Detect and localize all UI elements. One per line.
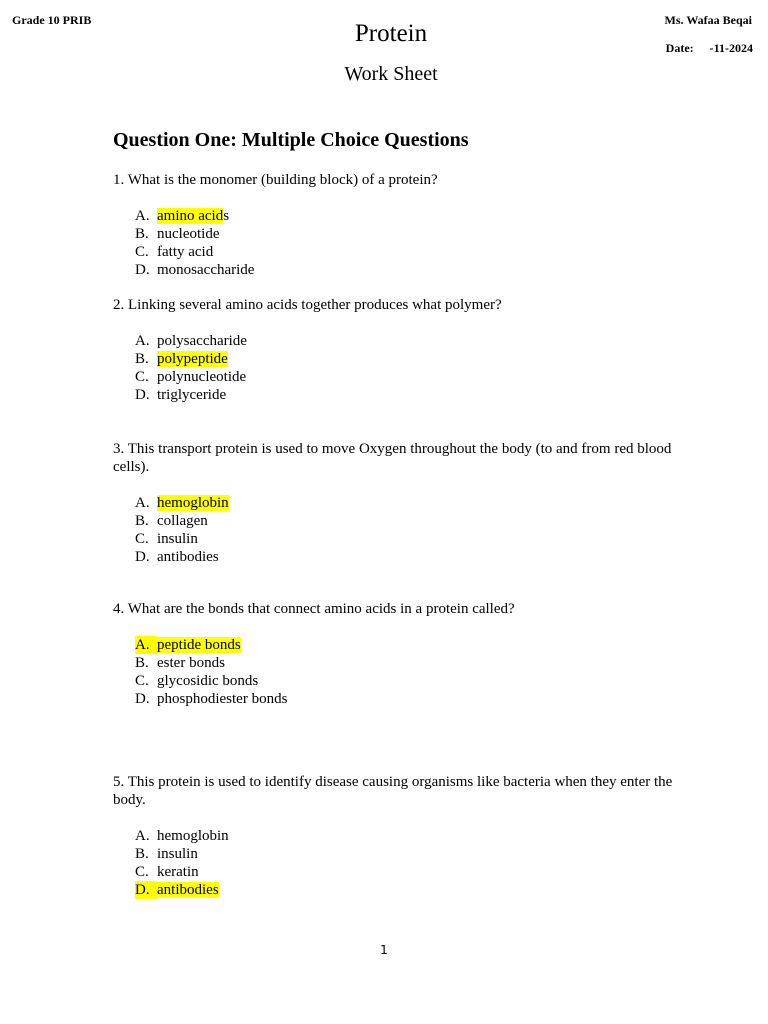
page-number: 1 — [380, 943, 388, 957]
option-letter: C. — [135, 244, 149, 260]
option-letter: D. — [135, 262, 150, 278]
option-b[interactable] — [113, 654, 673, 672]
question-2 — [113, 296, 673, 404]
option-text: antibodies — [157, 882, 219, 898]
option-letter: B. — [135, 351, 149, 367]
section-title: Question One: Multiple Choice Questions — [113, 129, 469, 151]
option-text: monosaccharide — [157, 262, 255, 278]
option-text: ester bonds — [157, 655, 225, 671]
option-list — [113, 207, 673, 279]
option-text: polynucleotide — [157, 369, 247, 385]
option-letter: A. — [135, 495, 150, 511]
option-letter: B. — [135, 655, 149, 671]
option-text-suffix: s — [223, 208, 230, 224]
option-d[interactable] — [113, 261, 673, 279]
option-text: phosphodiester bonds — [157, 691, 288, 707]
option-text: polysaccharide — [157, 333, 247, 349]
option-letter: C. — [135, 369, 149, 385]
teacher-name: Ms. Wafaa Beqai — [664, 13, 752, 27]
question-text: 3. This transport protein is used to move Oxygen throughout the body (to and from red blood cells). — [113, 441, 672, 475]
option-b[interactable] — [113, 225, 673, 243]
option-letter: C. — [135, 864, 149, 880]
option-b[interactable] — [113, 845, 673, 863]
option-letter: A. — [135, 208, 150, 224]
option-a[interactable] — [113, 332, 673, 350]
option-a[interactable] — [113, 494, 673, 512]
option-c[interactable] — [113, 863, 673, 881]
option-text: keratin — [157, 864, 199, 880]
option-d[interactable] — [113, 548, 673, 566]
option-text: antibodies — [157, 549, 219, 565]
option-text: insulin — [157, 531, 198, 547]
option-a[interactable] — [113, 636, 673, 654]
option-text: glycosidic bonds — [157, 673, 259, 689]
page-subtitle: Work Sheet — [344, 63, 438, 85]
option-letter: D. — [135, 549, 150, 565]
option-letter: D. — [135, 881, 157, 899]
option-text: insulin — [157, 846, 198, 862]
option-text: collagen — [157, 513, 208, 529]
question-text: 2. Linking several amino acids together produces what polymer? — [113, 297, 502, 313]
option-text: fatty acid — [157, 244, 214, 260]
option-b[interactable] — [113, 512, 673, 530]
option-letter: A. — [135, 828, 150, 844]
option-letter: A. — [135, 333, 150, 349]
option-list — [113, 636, 673, 708]
option-list — [113, 494, 673, 566]
option-d[interactable] — [113, 881, 673, 899]
page-title: Protein — [354, 20, 428, 47]
option-c[interactable] — [113, 368, 673, 386]
option-a[interactable] — [113, 827, 673, 845]
grade-label: Grade 10 PRIB — [12, 13, 92, 27]
option-text: peptide bonds — [157, 637, 241, 653]
question-3 — [113, 440, 673, 566]
question-text: 5. This protein is used to identify disease causing organisms like bacteria when they enter the body. — [113, 774, 673, 808]
option-b[interactable] — [113, 350, 673, 368]
option-text: hemoglobin — [157, 495, 229, 511]
option-text: amino acid — [157, 208, 224, 224]
option-list — [113, 827, 673, 899]
question-text: 4. What are the bonds that connect amino acids in a protein called? — [113, 601, 515, 617]
option-c[interactable] — [113, 672, 673, 690]
option-letter: D. — [135, 691, 150, 707]
question-4 — [113, 600, 673, 708]
option-letter: B. — [135, 513, 149, 529]
option-text: polypeptide — [157, 351, 228, 367]
question-text: 1. What is the monomer (building block) of a protein? — [113, 172, 438, 188]
option-text: hemoglobin — [157, 828, 229, 844]
date-value: -11-2024 — [709, 41, 753, 55]
option-c[interactable] — [113, 530, 673, 548]
option-c[interactable] — [113, 243, 673, 261]
option-list — [113, 332, 673, 404]
option-letter: B. — [135, 226, 149, 242]
option-text: triglyceride — [157, 387, 227, 403]
option-letter: D. — [135, 387, 150, 403]
question-5 — [113, 773, 673, 899]
option-a[interactable] — [113, 207, 673, 225]
option-d[interactable] — [113, 386, 673, 404]
option-letter: B. — [135, 846, 149, 862]
option-letter: C. — [135, 673, 149, 689]
option-text: nucleotide — [157, 226, 220, 242]
option-d[interactable] — [113, 690, 673, 708]
option-letter: C. — [135, 531, 149, 547]
question-1 — [113, 171, 673, 279]
date-label: Date: — [665, 41, 694, 55]
option-letter: A. — [135, 636, 157, 654]
